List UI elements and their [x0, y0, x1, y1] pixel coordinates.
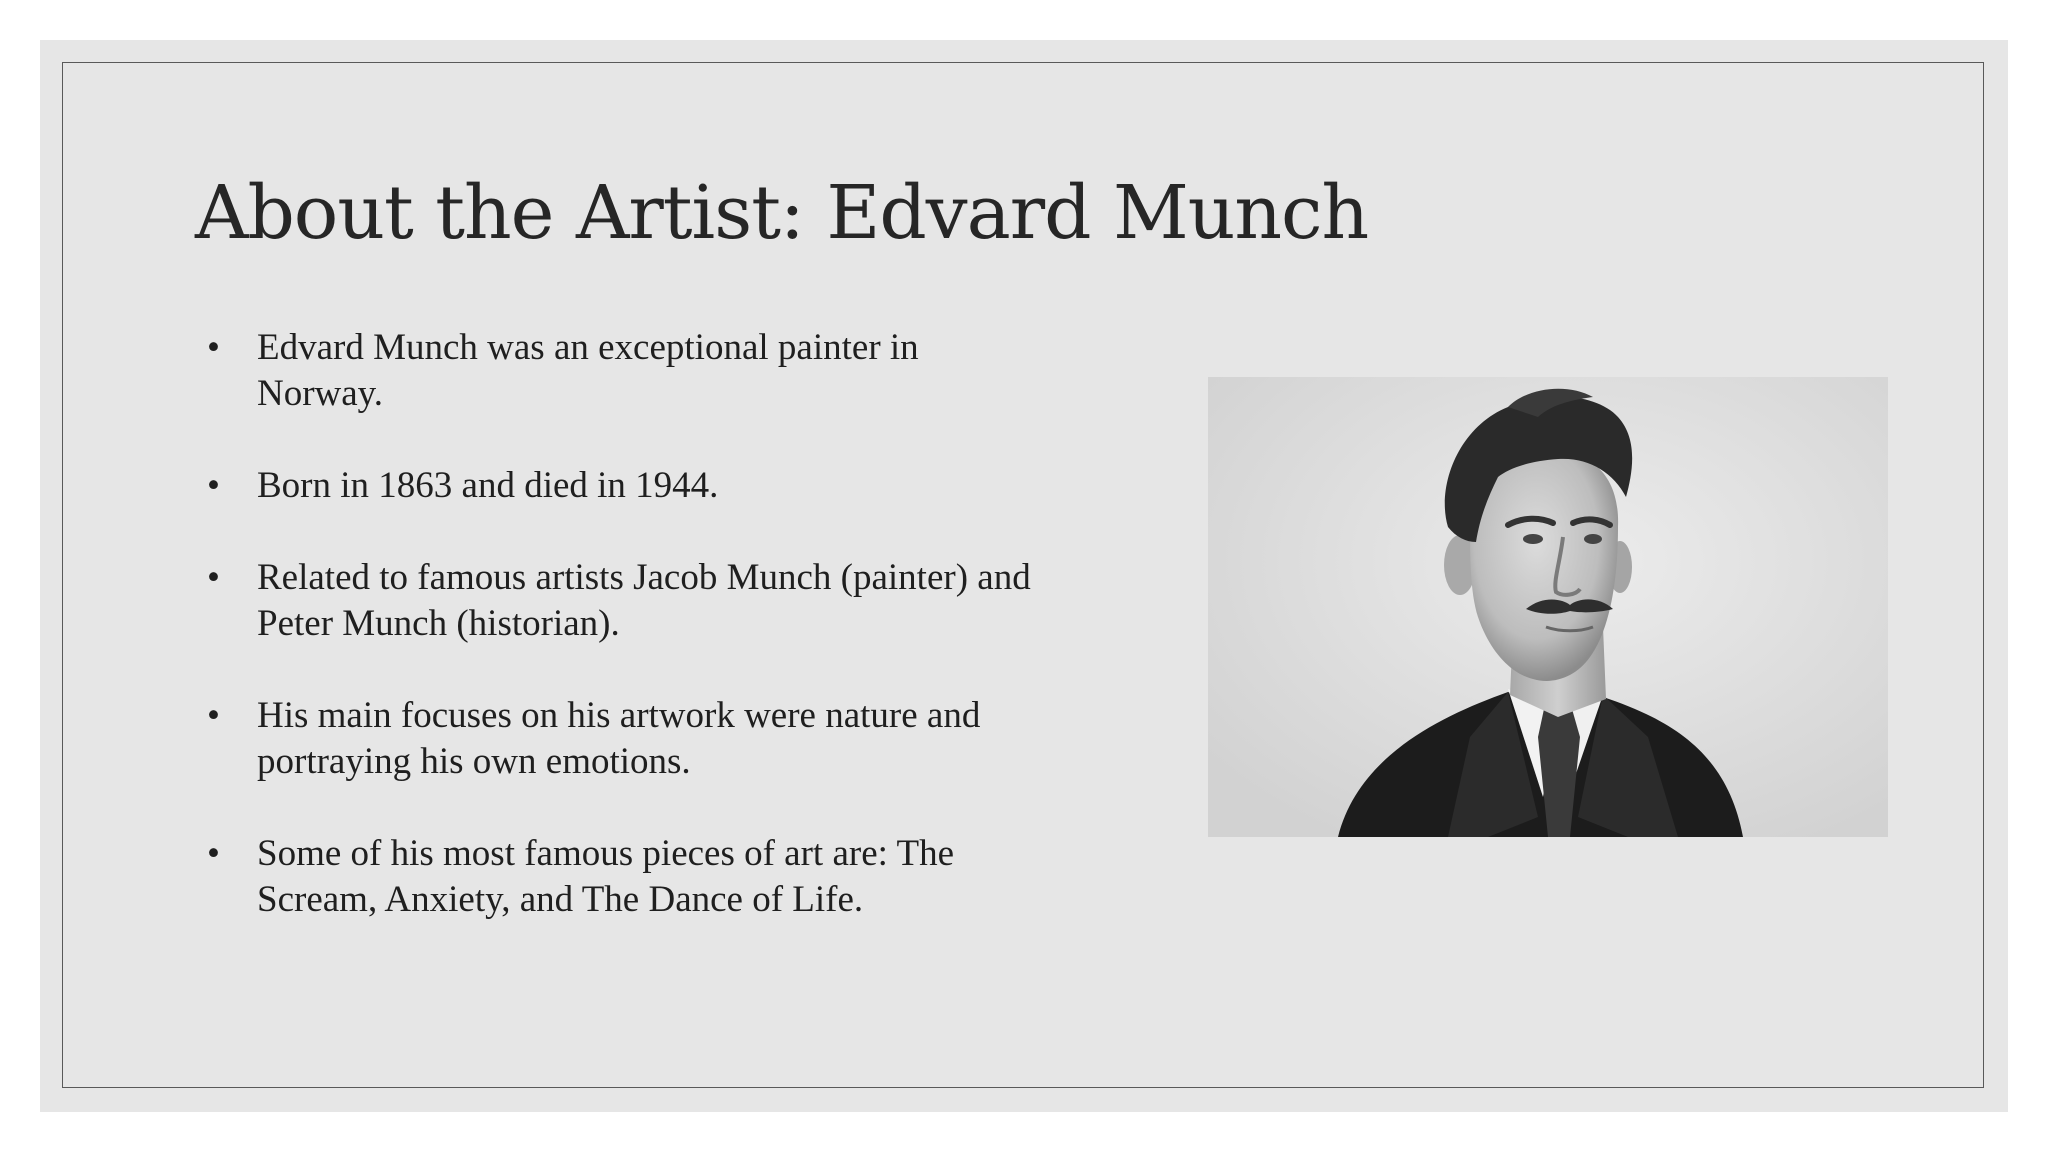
bullet-text: Related to famous artists Jacob Munch (painter) and Peter Munch (historian). [257, 557, 1031, 644]
bullet-icon: • [207, 833, 220, 874]
bullet-icon: • [207, 465, 220, 506]
bullet-text: His main focuses on his artwork were nature and portraying his own emotions. [257, 695, 981, 782]
bullet-item [195, 555, 1035, 647]
bullet-icon: • [207, 557, 220, 598]
bullet-item [195, 831, 1035, 923]
bullet-text: Edvard Munch was an exceptional painter in Norway. [257, 327, 919, 414]
bullet-item [195, 463, 1035, 509]
bullet-item [195, 325, 1035, 417]
bullet-list [195, 325, 1035, 969]
bullet-text: Born in 1863 and died in 1944. [257, 465, 719, 506]
artist-portrait-photo [1208, 377, 1888, 837]
bullet-item [195, 693, 1035, 785]
bullet-icon: • [207, 695, 220, 736]
bullet-icon: • [207, 327, 220, 368]
bullet-text: Some of his most famous pieces of art are: The Scream, Anxiety, and The Dance of Life. [257, 833, 955, 920]
slide-title: About the Artist: Edvard Munch [195, 170, 1369, 256]
slide [40, 40, 2008, 1112]
